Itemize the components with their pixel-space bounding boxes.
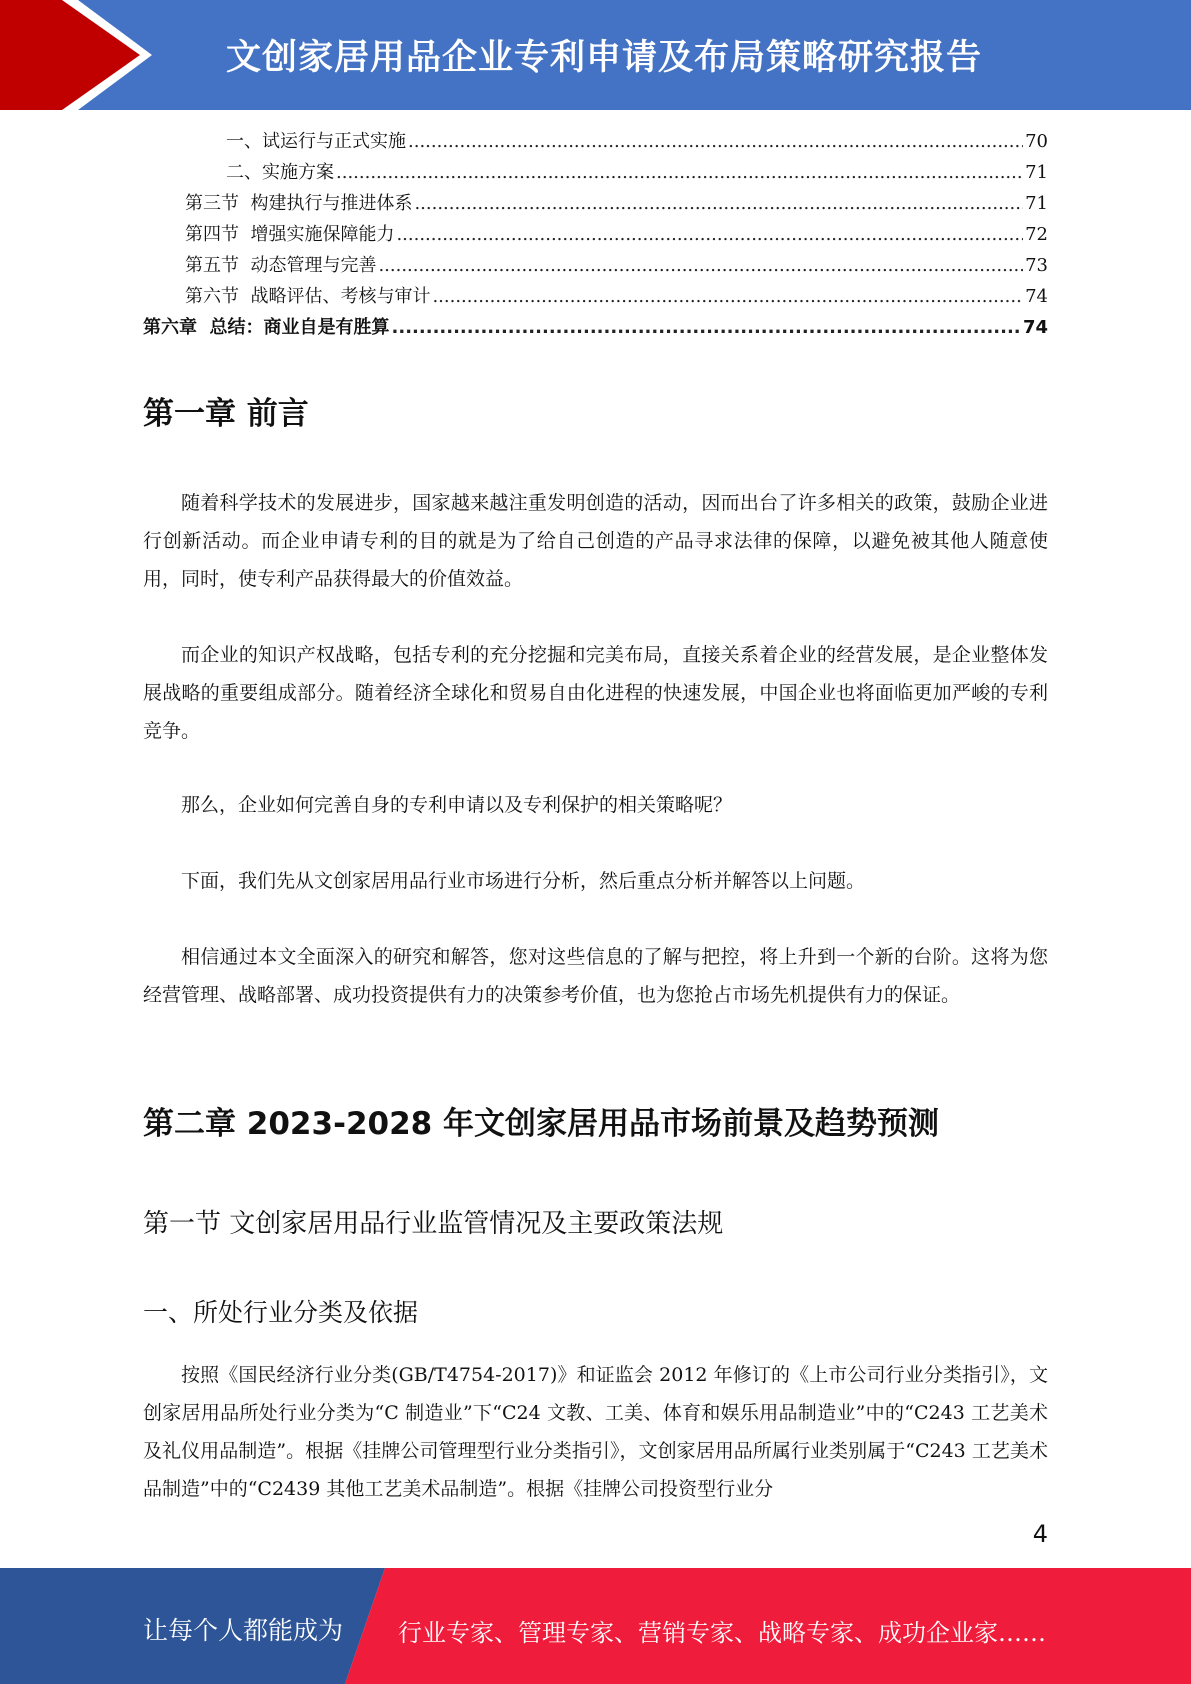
toc-entry-label: 第三节 构建执行与推进体系 (185, 193, 413, 214)
toc-entry-label: 第六节 战略评估、考核与审计 (185, 286, 431, 307)
toc-leader-dots (392, 316, 1021, 340)
toc-entry-label: 第五节 动态管理与完善 (185, 255, 377, 276)
toc-leader-dots (408, 130, 1023, 154)
toc-entry[interactable] (185, 285, 1048, 309)
toc-entry-chapter[interactable] (143, 316, 1048, 340)
toc-entry-page: 70 (1025, 131, 1048, 152)
footer-slogan-right: 行业专家、管理专家、营销专家、战略专家、成功企业家…… (398, 1619, 1046, 1647)
paragraph: 下面，我们先从文创家居用品行业市场进行分析，然后重点分析并解答以上问题。 (181, 870, 866, 892)
toc-entry-page: 73 (1025, 255, 1048, 276)
footer-slogan-left: 让每个人都能成为 (143, 1616, 344, 1645)
toc-leader-dots (432, 285, 1023, 309)
toc-entry-page: 71 (1025, 162, 1048, 183)
toc-leader-dots (414, 192, 1023, 216)
paragraph: 相信通过本文全面深入的研究和解答，您对这些信息的了解与把控，将上升到一个新的台阶。这将为您经营管理、战略部署、成功投资提供有力的决策参考价值，也为您抢占市场先机提供有力的保证。 (143, 946, 1048, 1006)
toc-entry-label: 第六章 总结：商业自是有胜算 (143, 317, 390, 338)
paragraph: 按照《国民经济行业分类(GB/T4754-2017)》和证监会 2012 年修订的《上市公司行业分类指引》，文创家居用品所处行业分类为“C 制造业”下“C24 文教、工美、体育和娱乐用品制造业”中的“C243 工艺美术及礼仪用品制造”。根据《挂牌公司管理型行业分类指引》，文创家居用品所属行业类别属于“C243 工艺美术品制造”中的“C2439 其他工艺美术品制造”。根据《挂牌公司投资型行业分 (143, 1364, 1048, 1500)
chapter-2-heading: 第二章 2023-2028 年文创家居用品市场前景及趋势预测 (143, 1106, 940, 1142)
toc-entry-page: 72 (1025, 224, 1048, 245)
toc-leader-dots (336, 161, 1023, 185)
section-heading: 第一节 文创家居用品行业监管情况及主要政策法规 (143, 1209, 724, 1239)
subsection-heading: 一、所处行业分类及依据 (143, 1298, 419, 1327)
toc-entry-page: 74 (1022, 317, 1048, 338)
chapter-1-heading: 第一章 前言 (143, 396, 309, 432)
toc-entry-page: 71 (1025, 193, 1048, 214)
toc-entry[interactable] (185, 223, 1048, 247)
paragraph: 那么，企业如何完善自身的专利申请以及专利保护的相关策略呢？ (181, 794, 733, 816)
toc-entry[interactable] (185, 192, 1048, 216)
toc-leader-dots (396, 223, 1023, 247)
page-footer (0, 1568, 1191, 1684)
toc-entry-label: 二、实施方案 (226, 162, 334, 183)
toc-entry[interactable] (226, 161, 1048, 185)
toc-entry-label: 第四节 增强实施保障能力 (185, 224, 395, 245)
toc-entry[interactable] (226, 130, 1048, 154)
page-header (0, 0, 1191, 110)
toc-entry-label: 一、试运行与正式实施 (226, 131, 406, 152)
report-title: 文创家居用品企业专利申请及布局策略研究报告 (226, 38, 983, 78)
page-number: 4 (1032, 1520, 1048, 1548)
toc-entry[interactable] (185, 254, 1048, 278)
toc-leader-dots (378, 254, 1023, 278)
toc-entry-page: 74 (1025, 286, 1048, 307)
paragraph: 随着科学技术的发展进步，国家越来越注重发明创造的活动，因而出台了许多相关的政策，鼓励企业进行创新活动。而企业申请专利的目的就是为了给自己创造的产品寻求法律的保障，以避免被其他人随意使用，同时，使专利产品获得最大的价值效益。 (143, 492, 1048, 590)
paragraph: 而企业的知识产权战略，包括专利的充分挖掘和完美布局，直接关系着企业的经营发展，是企业整体发展战略的重要组成部分。随着经济全球化和贸易自由化进程的快速发展，中国企业也将面临更加严峻的专利竞争。 (143, 644, 1048, 742)
